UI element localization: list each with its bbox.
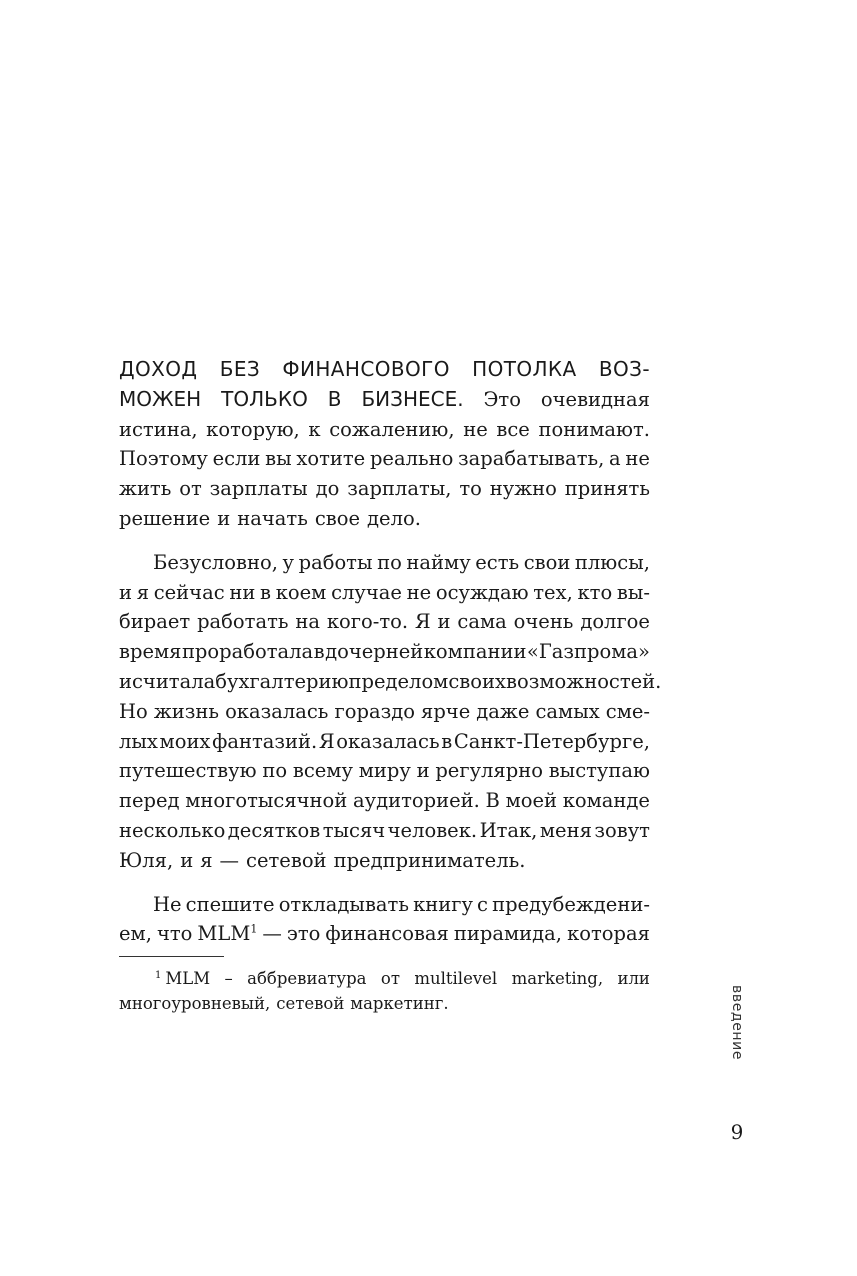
word: предубеждени- [492,892,650,916]
word: книгу [413,892,473,916]
word: бухгалтерию [215,669,349,693]
section-label: введение [729,985,745,1061]
word: до [315,477,340,501]
word: случае [331,580,402,604]
line [119,756,650,786]
word: свои [523,550,571,574]
word: кто [577,580,613,604]
word: человек. [387,818,478,842]
word: вы [265,447,292,471]
word: ФИНАНСОВОГО [282,357,450,381]
word: выступаю [548,759,650,783]
word: возможностей. [506,669,662,693]
line [119,919,650,949]
word: хотите [296,447,366,471]
word: сама [457,610,507,634]
word: я [200,848,213,872]
line [119,504,650,534]
word: — [262,922,282,946]
line [119,637,650,667]
word: реально [369,447,454,471]
word: считала [132,669,216,693]
footnote-line [119,991,650,1016]
word: лых [119,729,158,753]
word: оказалась [225,699,329,723]
word: есть [475,550,520,574]
word: компании [423,640,527,664]
word: в [313,640,325,664]
word: у [282,550,295,574]
word: Безусловно, [153,550,278,574]
word: сме- [605,699,650,723]
word: коем [275,580,327,604]
line [119,890,650,920]
word: работать [197,610,289,634]
word: всему [292,759,353,783]
line [119,667,662,697]
word: по [377,550,402,574]
footnote-first [119,966,210,991]
word: ярче [421,699,471,723]
word: которая [567,922,650,946]
word: от [380,969,400,988]
footnote-line [119,966,650,991]
word: Это [483,387,521,411]
word: ПОТОЛКА [472,357,577,381]
word: которую, [206,417,300,441]
word: или [617,969,650,988]
word: БЕЗ [219,357,261,381]
word: плюсы, [574,550,650,574]
word: Юля, [119,848,174,872]
word: оказалась [336,729,440,753]
word: путешествую [119,759,257,783]
word: в [260,580,272,604]
word: десятков [227,818,321,842]
line [119,607,650,637]
line [119,444,650,474]
word: гораздо [334,699,415,723]
word: аббревиатура [247,969,367,988]
word: Поэтому [119,447,208,471]
word: начать [237,506,308,530]
line [119,846,650,876]
word: MLM [165,969,211,988]
word: многоуровневый, [119,994,271,1013]
word: с [477,892,488,916]
word: время [119,640,182,664]
word: не [406,580,432,604]
word: найму [406,550,471,574]
word: МОЖЕН [119,386,202,411]
paragraph-gap [119,534,650,548]
word: и [217,506,231,530]
word: и [416,759,430,783]
word: – [224,969,233,988]
word: ТОЛЬКО [221,386,308,411]
word: истина, [119,417,198,441]
word: вы- [616,580,650,604]
word: проработала [181,640,314,664]
word: а [609,447,621,471]
word: свое [314,506,361,530]
word: жизнь [153,699,219,723]
word: нужно [489,477,557,501]
word: маркетинг. [350,994,449,1013]
word: тысяч [322,818,386,842]
line [119,548,650,578]
word: пирамида, [453,922,563,946]
word: дочерней [325,640,424,664]
word: если [212,447,261,471]
word: ни [229,580,256,604]
word: аудиторией. [352,789,480,813]
word: зарплаты [209,477,308,501]
line [119,355,650,385]
word: это [286,922,321,946]
word: дело. [367,506,421,530]
word: я [136,580,150,604]
word: бирает [119,610,191,634]
word: ем, [119,922,152,946]
footnote-marker: 1 [155,969,162,981]
word: «Газпрома» [526,640,650,664]
word: БИЗНЕСЕ. [361,386,464,411]
word: принять [564,477,650,501]
word: решение [119,506,211,530]
word: многотысячной [185,789,348,813]
word: зарплаты, [347,477,452,501]
word: и [119,580,132,604]
word: самых [535,699,600,723]
word: пределом [348,669,449,693]
word: фантазий. [212,729,318,753]
word: В [485,789,500,813]
word: несколько [119,818,226,842]
word: перед [119,789,180,813]
word: и [180,848,194,872]
word: очень [513,610,574,634]
word: сейчас [153,580,225,604]
line [119,786,650,816]
main-text [119,355,662,949]
word: и [119,669,132,693]
word: даже [476,699,530,723]
line [119,385,650,415]
word: осуждаю [435,580,529,604]
word: откладывать [278,892,409,916]
word: от [179,477,202,501]
word: своих [448,669,506,693]
paragraph-gap [119,876,650,890]
word: тех, [533,580,573,604]
word: multilevel [414,969,498,988]
footnote-reference[interactable]: 1 [250,922,258,936]
line [119,474,650,504]
footnote-divider [119,956,224,957]
word: не [625,447,650,471]
word: ДОХОД [119,357,198,381]
word: ВОЗ- [598,357,650,381]
word: сожалению, [329,417,455,441]
word: и [437,610,451,634]
word: миру [358,759,411,783]
line [119,415,650,445]
word: регулярно [435,759,543,783]
word-mlm [197,919,257,949]
word: долгое [580,610,650,634]
word: в [441,729,453,753]
word: Санкт-Петербурге, [453,729,650,753]
word: Итак, [479,818,538,842]
line [119,816,650,846]
line [119,697,650,727]
word: зовут [594,818,650,842]
word: жить [119,477,172,501]
word: спешите [185,892,275,916]
word: по [262,759,288,783]
word: Я [318,729,335,753]
word: работы [298,550,373,574]
word: Но [119,699,148,723]
word: то [459,477,482,501]
word: моих [159,729,211,753]
word: финансовая [325,922,449,946]
word: не [463,417,488,441]
page-number: 9 [730,1120,744,1144]
word: очевидная [540,387,650,411]
word: предприниматель. [333,848,526,872]
word: Не [153,892,182,916]
word: — [219,848,240,872]
word: кого-то. [326,610,409,634]
word: что [156,922,193,946]
word: все [496,417,530,441]
word: зарабатывать, [458,447,605,471]
line [119,727,650,757]
word: понимают. [538,417,650,441]
word: меня [539,818,592,842]
word: моей [505,789,558,813]
line [119,578,650,608]
mlm-text: MLM [197,922,251,946]
word: сетевой [246,848,327,872]
word: В [327,386,342,411]
word: Я [414,610,431,634]
word: команде [562,789,650,813]
word: к [308,417,321,441]
word: сетевой [276,994,345,1013]
word: на [295,610,320,634]
word: marketing, [511,969,604,988]
footnote [119,966,650,1016]
